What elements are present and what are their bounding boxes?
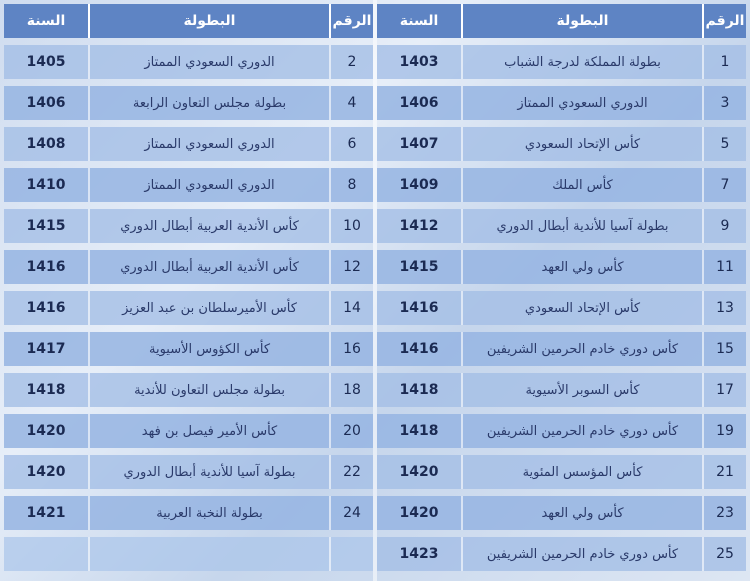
- row-num: 14: [329, 291, 373, 325]
- row-year: 1420: [4, 455, 90, 489]
- row-year: 1407: [377, 127, 463, 161]
- row-num: 25: [702, 537, 746, 571]
- header-title: البطولة: [183, 13, 236, 29]
- header-num: الرقم: [702, 4, 746, 38]
- row-num: 19: [702, 414, 746, 448]
- row-year: 1410: [4, 168, 90, 202]
- row-year: 1420: [377, 455, 463, 489]
- row-year: 1420: [377, 496, 463, 530]
- row-year: 1420: [4, 414, 90, 448]
- table-row: [4, 291, 373, 325]
- row-num: 22: [329, 455, 373, 489]
- row-year: 1408: [4, 127, 90, 161]
- row-year: 1418: [377, 414, 463, 448]
- left-table-header: [4, 4, 373, 38]
- row-title: الدوري السعودي الممتاز: [144, 177, 275, 193]
- row-year: 1417: [4, 332, 90, 366]
- row-title: كأس دوري خادم الحرمين الشريفين: [486, 341, 679, 357]
- row-num: 5: [702, 127, 746, 161]
- row-title: بطولة المملكة لدرجة الشباب: [504, 54, 661, 70]
- row-num: 12: [329, 250, 373, 284]
- row-num: 4: [329, 86, 373, 120]
- row-year: 1416: [377, 332, 463, 366]
- row-title: بطولة مجلس التعاون للأندية: [134, 382, 285, 398]
- row-num: 2: [329, 45, 373, 79]
- row-title: كأس الأندية العربية أبطال الدوري: [120, 218, 299, 234]
- header-num: الرقم: [329, 4, 373, 38]
- table-row: [4, 168, 373, 202]
- row-num: 18: [329, 373, 373, 407]
- table-row: [377, 168, 746, 202]
- row-year: 1416: [377, 291, 463, 325]
- row-title: بطولة آسيا للأندية أبطال الدوري: [496, 218, 669, 234]
- row-year: 1412: [377, 209, 463, 243]
- row-num: 9: [702, 209, 746, 243]
- row-year: 1416: [4, 250, 90, 284]
- table-row: [377, 291, 746, 325]
- row-title: كأس الأمير فيصل بن فهد: [141, 423, 278, 439]
- row-title: كأس الملك: [552, 177, 613, 193]
- row-title: كأس دوري خادم الحرمين الشريفين: [486, 546, 679, 562]
- row-num: 15: [702, 332, 746, 366]
- row-title: بطولة آسيا للأندية أبطال الدوري: [123, 464, 296, 480]
- row-num: 8: [329, 168, 373, 202]
- row-year: 1415: [377, 250, 463, 284]
- table-row: [377, 414, 746, 448]
- table-row: [4, 496, 373, 530]
- table-row: [4, 414, 373, 448]
- table-row: [377, 455, 746, 489]
- row-year: 1405: [4, 45, 90, 79]
- row-title: كأس المؤسس المئوية: [522, 464, 643, 480]
- row-num: 7: [702, 168, 746, 202]
- row-num: 21: [702, 455, 746, 489]
- row-title: بطولة النخبة العربية: [156, 505, 263, 521]
- header-title: البطولة: [556, 13, 609, 29]
- row-title: كأس السوبر الأسيوية: [525, 382, 640, 398]
- row-title: بطولة مجلس التعاون الرابعة: [132, 95, 287, 111]
- row-year: 1409: [377, 168, 463, 202]
- row-num: 1: [702, 45, 746, 79]
- table-row: [4, 332, 373, 366]
- row-year: 1418: [377, 373, 463, 407]
- row-year: 1423: [377, 537, 463, 571]
- left-table: [4, 4, 373, 571]
- row-title: كأس الأندية العربية أبطال الدوري: [120, 259, 299, 275]
- row-year: 1403: [377, 45, 463, 79]
- row-year: 1418: [4, 373, 90, 407]
- row-title: الدوري السعودي الممتاز: [144, 54, 275, 70]
- row-num: 23: [702, 496, 746, 530]
- table-row: [4, 45, 373, 79]
- right-table: [377, 4, 746, 571]
- row-title: الدوري السعودي الممتاز: [144, 136, 275, 152]
- table-row: [377, 209, 746, 243]
- row-num: 17: [702, 373, 746, 407]
- row-num: 20: [329, 414, 373, 448]
- row-year: 1421: [4, 496, 90, 530]
- row-title: الدوري السعودي الممتاز: [517, 95, 648, 111]
- table-row: [4, 127, 373, 161]
- table-row: [4, 209, 373, 243]
- row-num: 13: [702, 291, 746, 325]
- row-title: كأس الإتحاد السعودي: [524, 136, 641, 152]
- row-num: 3: [702, 86, 746, 120]
- row-num: 24: [329, 496, 373, 530]
- row-year: 1406: [4, 86, 90, 120]
- row-year: 1406: [377, 86, 463, 120]
- row-title: كأس ولي العهد: [541, 505, 624, 521]
- table-row: [377, 496, 746, 530]
- table-row: [4, 455, 373, 489]
- table-row: [4, 373, 373, 407]
- table-row: [377, 127, 746, 161]
- table-row: [377, 45, 746, 79]
- header-year: السنة: [377, 4, 463, 38]
- row-title: كأس دوري خادم الحرمين الشريفين: [486, 423, 679, 439]
- table-row: [4, 250, 373, 284]
- table-row: [377, 332, 746, 366]
- table-row: [377, 250, 746, 284]
- row-num: 10: [329, 209, 373, 243]
- row-title: كأس الإتحاد السعودي: [524, 300, 641, 316]
- row-title: كأس الأميرسلطان بن عبد العزيز: [122, 300, 297, 316]
- row-year: 1415: [4, 209, 90, 243]
- row-title: كأس ولي العهد: [541, 259, 624, 275]
- row-num: 16: [329, 332, 373, 366]
- table-row: [377, 537, 746, 571]
- right-table-header: [377, 4, 746, 38]
- empty-row: [4, 537, 373, 571]
- table-row: [377, 86, 746, 120]
- row-year: 1416: [4, 291, 90, 325]
- header-year: السنة: [4, 4, 90, 38]
- row-title: كأس الكؤوس الأسيوية: [148, 341, 271, 357]
- table-row: [4, 86, 373, 120]
- row-num: 6: [329, 127, 373, 161]
- row-num: 11: [702, 250, 746, 284]
- table-row: [377, 373, 746, 407]
